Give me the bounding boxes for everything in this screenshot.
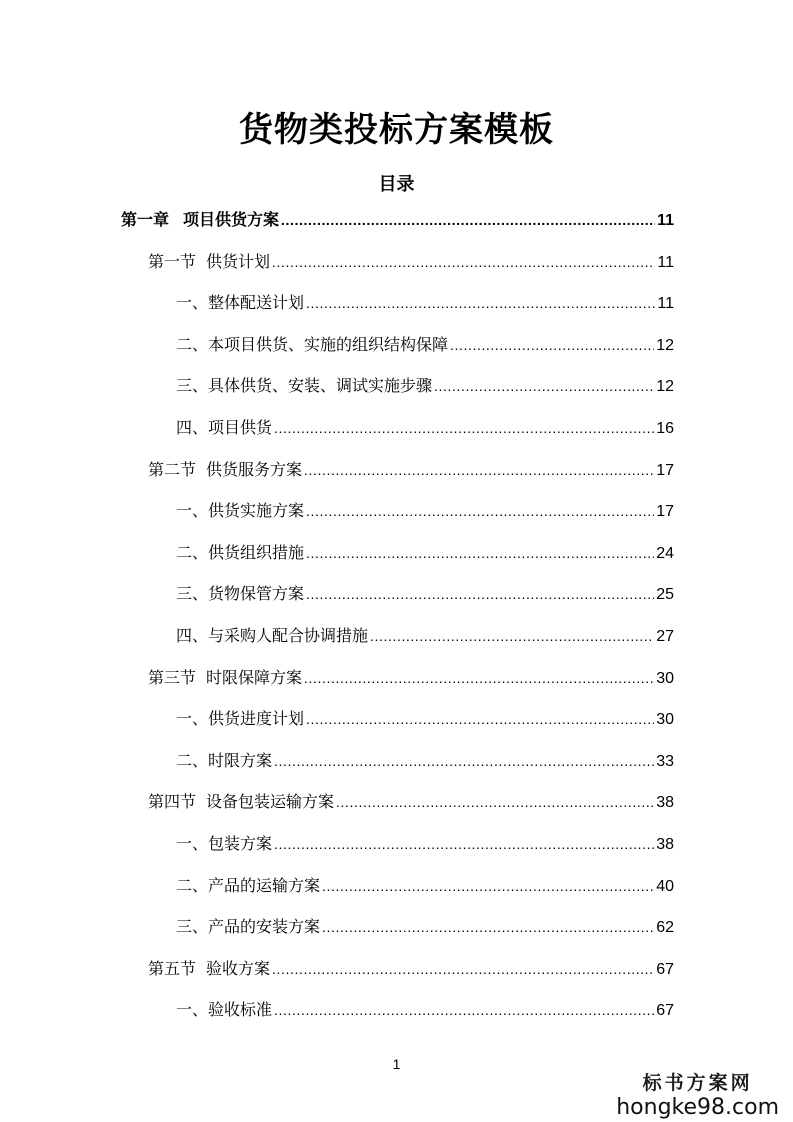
toc-entry-label bbox=[176, 916, 320, 938]
toc-entry-label bbox=[176, 875, 320, 897]
toc-dot-leader bbox=[274, 750, 654, 772]
toc-entry-title: 验收方案 bbox=[206, 958, 271, 978]
toc-entry-label bbox=[176, 583, 304, 605]
toc-entry-title: 项目供货方案 bbox=[183, 210, 280, 229]
page-number: 1 bbox=[392, 1056, 401, 1072]
toc-entry[interactable] bbox=[176, 750, 674, 773]
toc-entry-title: 二、时限方案 bbox=[176, 750, 273, 770]
toc-entry-label bbox=[176, 417, 272, 439]
toc-dot-leader bbox=[336, 791, 654, 813]
toc-entry[interactable] bbox=[176, 999, 674, 1022]
toc-entry-label bbox=[176, 542, 304, 564]
toc-entry[interactable] bbox=[176, 500, 674, 523]
toc-entry-label bbox=[176, 750, 272, 772]
toc-entry[interactable] bbox=[176, 542, 674, 565]
toc-entry[interactable] bbox=[176, 417, 674, 440]
toc-dot-leader bbox=[274, 417, 654, 439]
toc-entry[interactable] bbox=[176, 916, 674, 939]
toc-entry-title: 三、具体供货、安装、调试实施步骤 bbox=[176, 376, 433, 396]
toc-dot-leader bbox=[274, 833, 654, 855]
toc-entry[interactable] bbox=[176, 833, 674, 856]
toc-entry-label bbox=[148, 958, 270, 980]
toc-entry-title: 供货服务方案 bbox=[206, 459, 303, 479]
toc-entry-page: 33 bbox=[656, 752, 674, 770]
toc-entry-label bbox=[148, 251, 270, 273]
toc-entry[interactable] bbox=[148, 958, 674, 981]
toc-entry-title: 一、供货实施方案 bbox=[176, 501, 305, 521]
toc-entry-page: 11 bbox=[657, 295, 674, 313]
toc-dot-leader bbox=[306, 708, 654, 730]
toc-entry[interactable] bbox=[176, 334, 674, 357]
toc-entry-page: 38 bbox=[656, 794, 674, 812]
toc-entry-label bbox=[176, 292, 304, 314]
toc-entry[interactable] bbox=[176, 292, 674, 315]
toc-dot-leader bbox=[272, 958, 654, 980]
toc-dot-leader bbox=[272, 251, 655, 273]
toc-entry-section: 第四节 bbox=[148, 792, 197, 812]
toc-entry-section: 第五节 bbox=[148, 958, 197, 978]
toc-entry-title: 一、供货进度计划 bbox=[176, 709, 305, 729]
toc-entry-section: 第二节 bbox=[148, 459, 197, 479]
toc-dot-leader bbox=[304, 667, 654, 689]
toc-entry-label bbox=[148, 459, 302, 481]
toc-entry-page: 27 bbox=[656, 628, 674, 645]
toc-entry-page: 62 bbox=[656, 919, 674, 937]
toc-entry[interactable] bbox=[176, 375, 674, 398]
toc-entry-page: 30 bbox=[656, 711, 674, 729]
toc-entry[interactable] bbox=[176, 875, 674, 898]
toc-entry-page: 11 bbox=[657, 253, 674, 271]
toc-entry-title: 三、货物保管方案 bbox=[176, 584, 305, 604]
watermark-name: 标书方案网 bbox=[642, 1072, 753, 1094]
toc-entry-label bbox=[176, 334, 448, 356]
toc-entry-page: 24 bbox=[656, 544, 674, 562]
toc-dot-leader bbox=[306, 292, 655, 314]
toc-entry-title: 供货计划 bbox=[206, 251, 271, 271]
toc-entry-title: 一、包装方案 bbox=[176, 834, 273, 853]
toc-entry[interactable] bbox=[148, 667, 674, 690]
toc-entry-title: 四、项目供货 bbox=[176, 418, 273, 437]
toc-dot-leader bbox=[434, 375, 654, 397]
watermark-url: hongke98.com bbox=[616, 1095, 779, 1120]
toc-entry-page: 12 bbox=[656, 336, 674, 354]
toc-dot-leader bbox=[281, 209, 655, 231]
toc-entry-title: 二、产品的运输方案 bbox=[176, 875, 321, 895]
toc-entry-title: 设备包装运输方案 bbox=[206, 792, 335, 812]
toc-entry[interactable] bbox=[121, 209, 674, 232]
toc-entry-title: 四、与采购人配合协调措施 bbox=[176, 626, 369, 645]
toc-entry-section: 第三节 bbox=[148, 667, 197, 687]
toc-dot-leader bbox=[450, 334, 654, 356]
toc-entry-title: 时限保障方案 bbox=[206, 667, 303, 687]
toc-entry-title: 二、本项目供货、实施的组织结构保障 bbox=[176, 334, 449, 354]
toc-entry-label bbox=[176, 833, 272, 855]
toc-heading: 目录 bbox=[378, 174, 415, 195]
toc-dot-leader bbox=[306, 500, 654, 522]
toc-entry[interactable] bbox=[148, 791, 674, 814]
toc-entry-section: 第一章 bbox=[121, 210, 170, 229]
toc-dot-leader bbox=[306, 542, 654, 564]
toc-dot-leader bbox=[322, 875, 654, 897]
toc-entry-label bbox=[176, 999, 272, 1021]
toc-entry-label bbox=[148, 667, 302, 689]
toc-entry-title: 二、供货组织措施 bbox=[176, 542, 305, 562]
toc-entry-page: 12 bbox=[656, 378, 674, 396]
toc-entry-section: 第一节 bbox=[148, 251, 197, 271]
toc-dot-leader bbox=[306, 583, 654, 605]
toc-dot-leader bbox=[304, 459, 654, 481]
toc-dot-leader bbox=[370, 625, 654, 647]
toc-entry-label bbox=[176, 708, 304, 730]
toc-entry-title: 三、产品的安装方案 bbox=[176, 917, 321, 937]
toc-entry-page: 38 bbox=[656, 836, 674, 853]
toc-entry-label bbox=[176, 625, 368, 647]
toc-entry-page: 30 bbox=[656, 669, 674, 687]
document-title: 货物类投标方案模板 bbox=[239, 110, 554, 150]
toc-entry-title: 一、验收标准 bbox=[176, 1000, 273, 1020]
toc-entry[interactable] bbox=[176, 708, 674, 731]
toc-dot-leader bbox=[274, 999, 654, 1021]
toc-entry[interactable] bbox=[176, 583, 674, 606]
toc-entry-page: 25 bbox=[656, 586, 674, 604]
toc-entry-page: 17 bbox=[656, 461, 674, 479]
toc-dot-leader bbox=[322, 916, 654, 938]
toc-entry-label bbox=[148, 791, 334, 813]
toc-entry-label bbox=[121, 209, 279, 231]
toc-entry[interactable] bbox=[176, 625, 674, 648]
toc-entry-label bbox=[176, 375, 432, 397]
toc-entry-page: 16 bbox=[656, 420, 674, 437]
toc-entry-label bbox=[176, 500, 304, 522]
toc-entry-page: 17 bbox=[656, 503, 674, 521]
toc-entry-page: 40 bbox=[656, 877, 674, 895]
toc-entry-page: 11 bbox=[657, 212, 674, 229]
toc-entry[interactable] bbox=[148, 251, 674, 274]
toc-entry-title: 一、整体配送计划 bbox=[176, 293, 305, 313]
toc-entry-page: 67 bbox=[656, 1002, 674, 1020]
toc-entry[interactable] bbox=[148, 459, 674, 482]
site-watermark bbox=[616, 1068, 779, 1120]
toc-entry-page: 67 bbox=[656, 960, 674, 978]
